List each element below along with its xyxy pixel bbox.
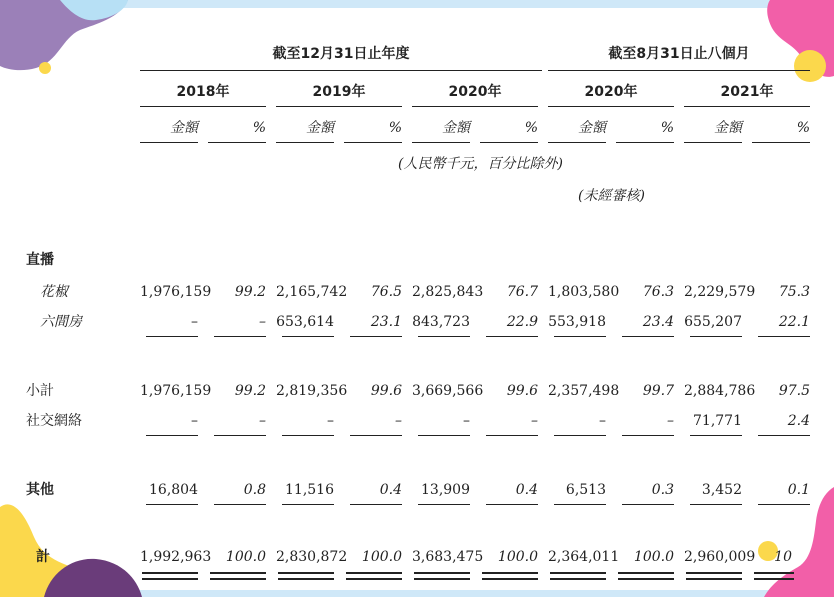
table-cell: – [667, 413, 674, 429]
cell-underline [486, 435, 538, 436]
total-double-underline [754, 572, 794, 574]
table-cell: – [191, 314, 198, 330]
total-double-underline [414, 572, 470, 574]
cell-underline [622, 336, 674, 337]
subheader-underline [412, 142, 470, 143]
amount-subheader: 金額 [306, 120, 334, 136]
table-cell: 11,516 [285, 482, 334, 498]
cell-underline [554, 435, 606, 436]
cell-underline [214, 336, 266, 337]
table-cell: 1,976,159 [140, 284, 212, 300]
year-header: 2019年 [312, 84, 366, 100]
table-cell: 16,804 [149, 482, 198, 498]
group-header-eight-months: 截至8月31日止八個月 [608, 46, 750, 62]
table-cell: 1,976,159 [140, 383, 212, 399]
subheader-underline [480, 142, 538, 143]
table-cell: – [327, 413, 334, 429]
table-cell: 2,830,872 [276, 549, 348, 565]
unaudited-note: (未經審核) [578, 188, 645, 204]
table-cell: 0.4 [379, 482, 402, 498]
table-cell: 100.0 [225, 549, 266, 565]
total-double-underline [686, 572, 742, 574]
total-double-underline [346, 578, 402, 580]
total-double-underline [754, 578, 794, 580]
table-cell: 76.7 [506, 284, 538, 300]
table-cell: 22.1 [778, 314, 810, 330]
table-cell: 653,614 [276, 314, 334, 330]
amount-subheader: 金額 [714, 120, 742, 136]
table-cell: 23.4 [642, 314, 674, 330]
cell-underline [758, 435, 810, 436]
cell-underline [690, 504, 742, 505]
table-cell: 99.7 [642, 383, 674, 399]
cell-underline [486, 336, 538, 337]
table-cell: 75.3 [778, 284, 810, 300]
table-cell: 2,229,579 [684, 284, 756, 300]
table-cell: 100.0 [361, 549, 402, 565]
table-cell: 23.1 [370, 314, 402, 330]
total-double-underline [482, 578, 538, 580]
table-cell: 10 [774, 549, 792, 565]
pct-subheader: % [388, 120, 402, 136]
cell-underline [418, 336, 470, 337]
table-cell: 1,803,580 [548, 284, 620, 300]
subheader-underline [684, 142, 742, 143]
table-cell: – [395, 413, 402, 429]
cell-underline [486, 504, 538, 505]
table-cell: 2,364,011 [548, 549, 620, 565]
total-double-underline [414, 578, 470, 580]
table-cell: 2.4 [787, 413, 810, 429]
total-double-underline [278, 578, 334, 580]
year-header: 2021年 [720, 84, 774, 100]
table-cell: 99.2 [234, 284, 266, 300]
group-underline [548, 70, 810, 71]
total-double-underline [142, 578, 198, 580]
table-cell: 76.5 [370, 284, 402, 300]
row-label-huajiao: 花椒 [40, 284, 68, 300]
total-double-underline [346, 572, 402, 574]
total-double-underline [482, 572, 538, 574]
year-underline [276, 106, 402, 107]
table-cell: 71,771 [693, 413, 742, 429]
table-cell: 0.1 [787, 482, 810, 498]
subheader-underline [752, 142, 810, 143]
year-underline [684, 106, 810, 107]
year-header: 2020年 [584, 84, 638, 100]
amount-subheader: 金額 [578, 120, 606, 136]
table-cell: 3,669,566 [412, 383, 484, 399]
cell-underline [554, 504, 606, 505]
subheader-underline [276, 142, 334, 143]
cell-underline [690, 435, 742, 436]
group-header-full-year: 截至12月31日止年度 [272, 46, 410, 62]
table-cell: – [531, 413, 538, 429]
table-cell: 99.6 [506, 383, 538, 399]
row-label-subtotal: 小計 [26, 383, 54, 399]
table-cell: 2,825,843 [412, 284, 484, 300]
cell-underline [146, 504, 198, 505]
row-label-liujianfang: 六間房 [40, 314, 82, 330]
row-label-total: 計 [36, 549, 50, 565]
table-cell: – [191, 413, 198, 429]
pct-subheader: % [252, 120, 266, 136]
year-underline [548, 106, 674, 107]
total-double-underline [210, 578, 266, 580]
cell-underline [350, 336, 402, 337]
group-underline [140, 70, 542, 71]
table-cell: 97.5 [778, 383, 810, 399]
table-cell: 76.3 [642, 284, 674, 300]
subheader-underline [140, 142, 198, 143]
cell-underline [146, 336, 198, 337]
table-cell: 2,960,009 [684, 549, 756, 565]
table-cell: 0.8 [243, 482, 266, 498]
table-cell: 2,819,356 [276, 383, 348, 399]
cell-underline [282, 336, 334, 337]
cell-underline [554, 336, 606, 337]
table-cell: 3,452 [701, 482, 742, 498]
table-cell: 6,513 [565, 482, 606, 498]
table-cell: 3,683,475 [412, 549, 484, 565]
total-double-underline [618, 578, 674, 580]
cell-underline [690, 336, 742, 337]
total-double-underline [550, 572, 606, 574]
year-header: 2018年 [176, 84, 230, 100]
amount-subheader: 金額 [442, 120, 470, 136]
cell-underline [418, 435, 470, 436]
cell-underline [622, 435, 674, 436]
total-double-underline [278, 572, 334, 574]
table-cell: 13,909 [421, 482, 470, 498]
table-cell: 100.0 [633, 549, 674, 565]
cell-underline [758, 504, 810, 505]
table-cell: 655,207 [684, 314, 742, 330]
subheader-underline [548, 142, 606, 143]
cell-underline [282, 504, 334, 505]
row-label-social: 社交網絡 [26, 413, 82, 429]
table-cell: – [599, 413, 606, 429]
table-cell: 843,723 [412, 314, 470, 330]
cell-underline [350, 435, 402, 436]
section-label-live: 直播 [26, 252, 54, 268]
table-cell: – [463, 413, 470, 429]
pct-subheader: % [524, 120, 538, 136]
table-cell: 1,992,963 [140, 549, 212, 565]
cell-underline [622, 504, 674, 505]
row-label-other: 其他 [26, 482, 54, 498]
cell-underline [214, 435, 266, 436]
table-cell: 99.2 [234, 383, 266, 399]
table-cell: 2,165,742 [276, 284, 348, 300]
table-cell: 0.3 [651, 482, 674, 498]
table-cell: 2,884,786 [684, 383, 756, 399]
currency-note: (人民幣千元，百分比除外) [398, 156, 563, 172]
total-double-underline [210, 572, 266, 574]
table-cell: 2,357,498 [548, 383, 620, 399]
cell-underline [758, 336, 810, 337]
total-double-underline [142, 572, 198, 574]
cell-underline [146, 435, 198, 436]
table-cell: 553,918 [548, 314, 606, 330]
table-cell: 100.0 [497, 549, 538, 565]
pct-subheader: % [796, 120, 810, 136]
pct-subheader: % [660, 120, 674, 136]
cell-underline [350, 504, 402, 505]
total-double-underline [550, 578, 606, 580]
table-cell: 0.4 [515, 482, 538, 498]
table-cell: – [259, 314, 266, 330]
year-underline [140, 106, 266, 107]
year-underline [412, 106, 538, 107]
subheader-underline [208, 142, 266, 143]
year-header: 2020年 [448, 84, 502, 100]
amount-subheader: 金額 [170, 120, 198, 136]
cell-underline [214, 504, 266, 505]
cell-underline [418, 504, 470, 505]
cell-underline [282, 435, 334, 436]
table-cell: – [259, 413, 266, 429]
subheader-underline [344, 142, 402, 143]
table-cell: 99.6 [370, 383, 402, 399]
total-double-underline [618, 572, 674, 574]
total-double-underline [686, 578, 742, 580]
subheader-underline [616, 142, 674, 143]
table-cell: 22.9 [506, 314, 538, 330]
